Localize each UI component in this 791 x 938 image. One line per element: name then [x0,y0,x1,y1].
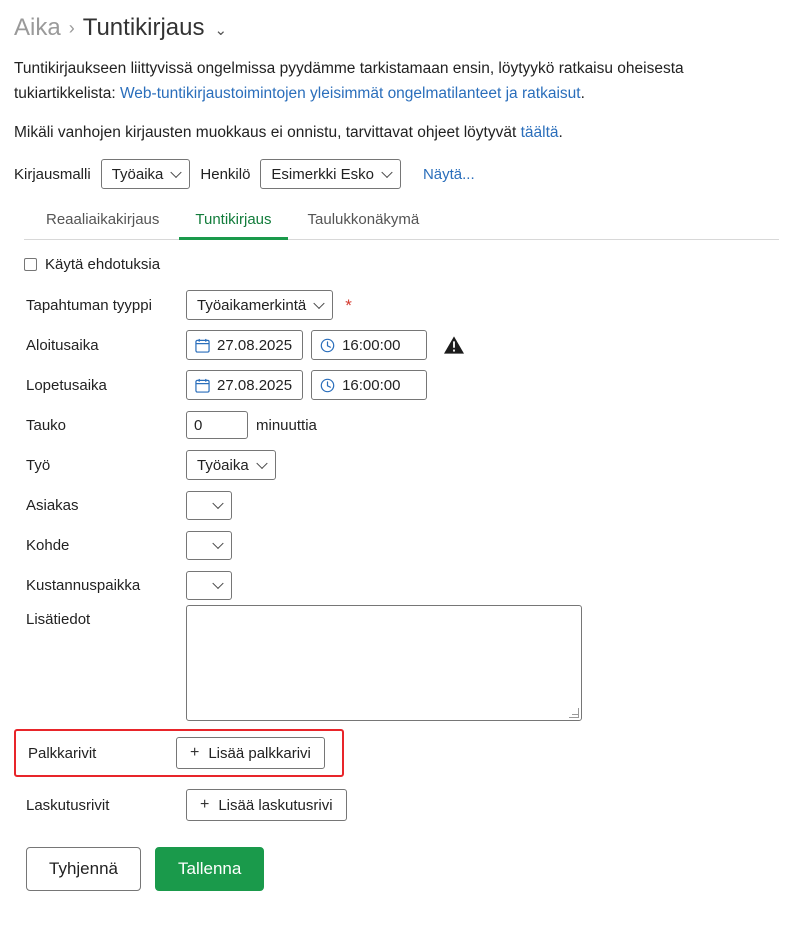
tab-reaaliaikakirjaus[interactable]: Reaaliaikakirjaus [46,211,160,229]
end-date-value: 27.08.2025 [217,376,293,394]
person-label: Henkilö [200,165,251,183]
event-type-select[interactable]: Työaikamerkintä [186,290,333,320]
end-time-row [26,365,783,405]
breadcrumb [12,12,783,52]
clock-icon [320,338,335,353]
warning-icon[interactable] [443,335,465,355]
start-time-value: 16:00:00 [342,336,401,354]
template-select[interactable]: Työaika [101,159,191,189]
add-invoice-row-button[interactable] [186,789,347,821]
cost-center-select[interactable] [186,571,232,600]
plus-icon: + [190,744,200,762]
calendar-icon [195,338,210,353]
customer-row [26,485,783,525]
invoice-rows-row [26,789,783,821]
intro-paragraph-2 [14,120,783,145]
event-type-row [26,285,783,325]
breadcrumb-item-aika[interactable]: Aika [14,14,61,41]
entry-form [14,256,783,891]
show-more-link[interactable]: Näytä... [422,165,475,183]
add-invoice-row-label: Lisää laskutusrivi [218,796,333,814]
notes-textarea[interactable] [186,605,582,721]
intro-p1-before: Tuntikirjaukseen liittyvissä ongelmissa pyydämme tarkistamaan ensin, löytyykö ratkaisu oheisesta tukiartikkelista: [14,60,684,103]
notes-row [26,605,783,721]
intro-text [14,56,783,145]
breadcrumb-item-tuntikirjaus[interactable]: Tuntikirjaus [82,14,205,41]
salary-rows-label: Palkkarivit [28,744,97,762]
break-row [26,405,783,445]
salary-rows-highlight [14,729,344,777]
breadcrumb-separator-icon: › [68,17,75,38]
work-label: Työ [26,456,51,474]
add-salary-row-label: Lisää palkkarivi [208,744,311,762]
tab-tuntikirjaus[interactable]: Tuntikirjaus [179,203,287,240]
start-time-row [26,325,783,365]
cost-center-label: Kustannuspaikka [26,576,141,594]
end-date-input[interactable] [186,370,303,400]
start-date-input[interactable] [186,330,303,360]
selector-row [14,159,783,189]
break-unit-label: minuuttia [256,416,317,434]
break-label: Tauko [26,416,67,434]
instructions-link[interactable]: täältä [520,124,559,142]
break-input[interactable]: 0 [186,411,248,439]
intro-p2-before: Mikäli vanhojen kirjausten muokkaus ei onnistu, tarvittavat ohjeet löytyvät [14,124,521,142]
end-time-label: Lopetusaika [26,376,107,394]
clear-button[interactable]: Tyhjennä [26,847,141,891]
end-time-value: 16:00:00 [342,376,401,394]
intro-p2-after: . [558,124,563,142]
use-suggestions-label: Käytä ehdotuksia [45,256,161,274]
intro-p1-after: . [580,85,585,103]
form-actions [26,847,783,891]
add-salary-row-button[interactable] [176,737,325,769]
tab-bar [24,203,779,240]
tab-taulukkonakyma[interactable]: Taulukkonäkymä [307,211,420,229]
calendar-icon [195,378,210,393]
use-suggestions-checkbox[interactable] [24,258,37,271]
target-select[interactable] [186,531,232,560]
work-row [26,445,783,485]
event-type-label: Tapahtuman tyyppi [26,296,152,314]
support-article-link[interactable]: Web-tuntikirjaustoimintojen yleisimmät ongelmatilanteet ja ratkaisut [119,85,581,103]
invoice-rows-label: Laskutusrivit [26,796,110,814]
suggestions-row [24,256,783,273]
notes-label: Lisätiedot [26,611,91,629]
intro-paragraph-1 [14,56,783,106]
customer-select[interactable] [186,491,232,520]
work-select[interactable]: Työaika [186,450,276,480]
start-date-value: 27.08.2025 [217,336,293,354]
start-time-label: Aloitusaika [26,336,99,354]
clock-icon [320,378,335,393]
template-label: Kirjausmalli [14,165,91,183]
plus-icon: + [200,796,210,814]
person-select[interactable]: Esimerkki Esko [260,159,401,189]
required-indicator: * [345,295,352,315]
cost-center-row [26,565,783,605]
end-clock-input[interactable] [311,370,427,400]
save-button[interactable]: Tallenna [155,847,264,891]
customer-label: Asiakas [26,496,79,514]
target-label: Kohde [26,536,70,554]
target-row [26,525,783,565]
start-clock-input[interactable] [311,330,427,360]
chevron-down-icon[interactable]: ⌄ [214,22,228,39]
